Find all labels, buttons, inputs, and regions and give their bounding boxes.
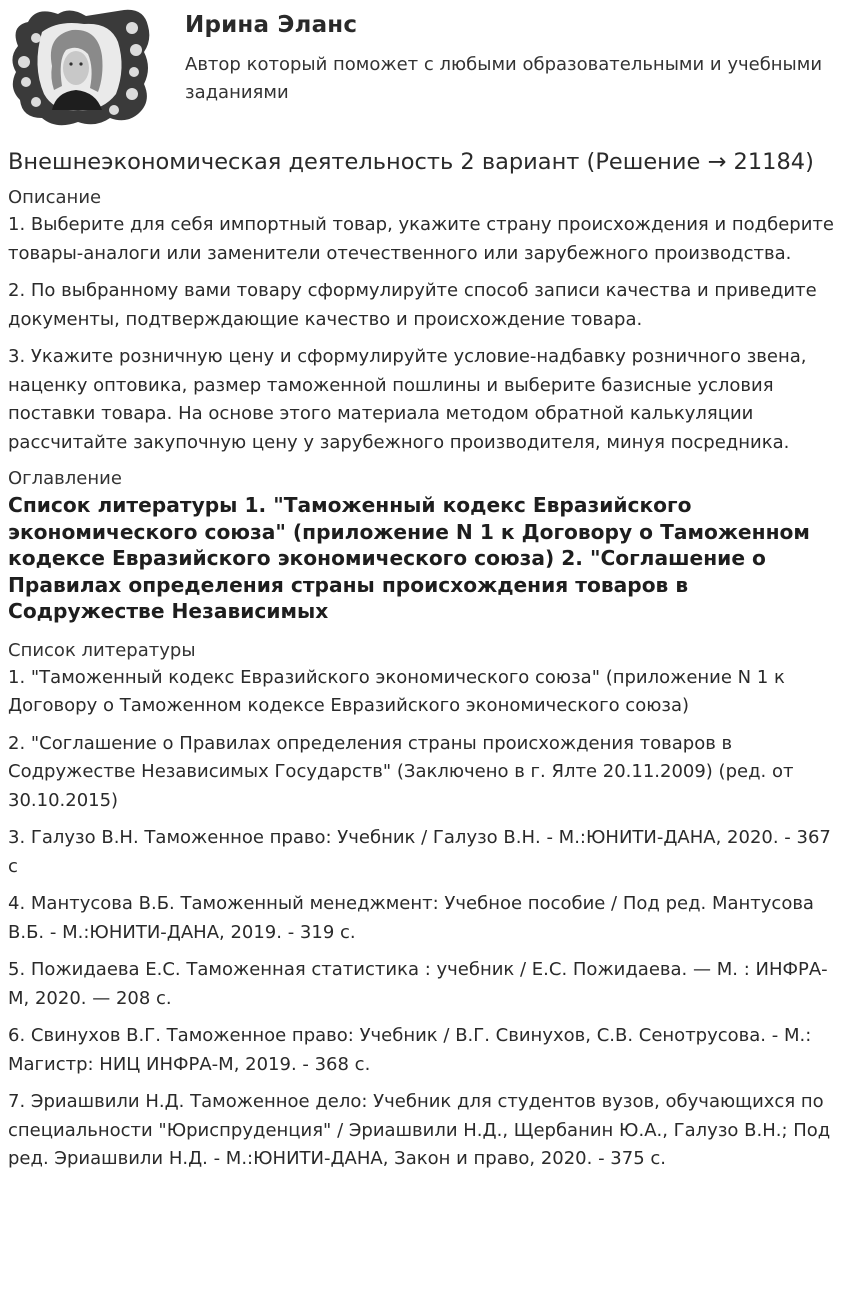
description-item-3: 3. Укажите розничную цену и сформулируйте условие-надбавку розничного звена, наценку оптовика, размер таможенной пошлины и выберите базисные условия поставки товара. На основе этого материала методом обратной калькуляции рассчитайте закупочную цену у зарубежного производителя, минуя посредника. <box>8 346 807 453</box>
reference-item-6: 6. Свинухов В.Г. Таможенное право: Учебник / В.Г. Свинухов, С.В. Сенотрусова. - М.: Магистр: НИЦ ИНФРА-М, 2019. - 368 с. <box>8 1025 812 1075</box>
reference-item-4: 4. Мантусова В.Б. Таможенный менеджмент: Учебное пособие / Под ред. Мантусова В.Б. - М.:ЮНИТИ-ДАНА, 2019. - 319 с. <box>8 893 814 943</box>
toc-label: Оглавление <box>8 468 122 489</box>
avatar[interactable] <box>6 6 152 130</box>
toc-text: Список литературы 1. "Таможенный кодекс Евразийского экономического союза" (приложение N 1 к Договору о Таможенном кодексе Евразийского экономического союза) 2. "Соглашение о Правилах определения страны происхождения товаров в Содружестве Независимых <box>8 493 810 623</box>
author-header <box>0 0 847 135</box>
reference-item-7: 7. Эриашвили Н.Д. Таможенное дело: Учебник для студентов вузов, обучающихся по специальности "Юриспруденция" / Эриашвили Н.Д., Щербанин Ю.А., Галузо В.Н.; Под ред. Эриашвили Н.Д. - М.:ЮНИТИ-ДАНА, Закон и право, 2020. - 375 с. <box>8 1091 831 1169</box>
author-description: Автор который поможет с любыми образовательными и учебными заданиями <box>185 54 823 103</box>
author-name: Ирина Эланс <box>185 12 358 38</box>
document-content <box>8 148 842 1183</box>
film-reel-frame-avatar-icon <box>6 6 152 130</box>
description-label: Описание <box>8 187 102 208</box>
references-label: Список литературы <box>8 639 196 661</box>
reference-item-5: 5. Пожидаева Е.С. Таможенная статистика : учебник / Е.С. Пожидаева. — М. : ИНФРА-М, 2020. — 208 с. <box>8 959 828 1009</box>
reference-item-2: 2. "Соглашение о Правилах определения страны происхождения товаров в Содружестве Независимых Государств" (Заключено в г. Ялте 20.11.2009) (ред. от 30.10.2015) <box>8 732 794 811</box>
reference-item-3: 3. Галузо В.Н. Таможенное право: Учебник / Галузо В.Н. - М.:ЮНИТИ-ДАНА, 2020. - 367 с <box>8 827 831 877</box>
document-title: Внешнеэкономическая деятельность 2 вариант (Решение → 21184) <box>8 149 814 175</box>
description-item-1: 1. Выберите для себя импортный товар, укажите страну происхождения и подберите товары-аналоги или заменители отечественного или зарубежного производства. <box>8 214 834 264</box>
description-item-2: 2. По выбранному вами товару сформулируйте способ записи качества и приведите документы, подтверждающие качество и происхождение товара. <box>8 280 817 330</box>
reference-item-1: 1. "Таможенный кодекс Евразийского экономического союза" (приложение N 1 к Договору о Таможенном кодексе Евразийского экономического союза) <box>8 666 785 716</box>
